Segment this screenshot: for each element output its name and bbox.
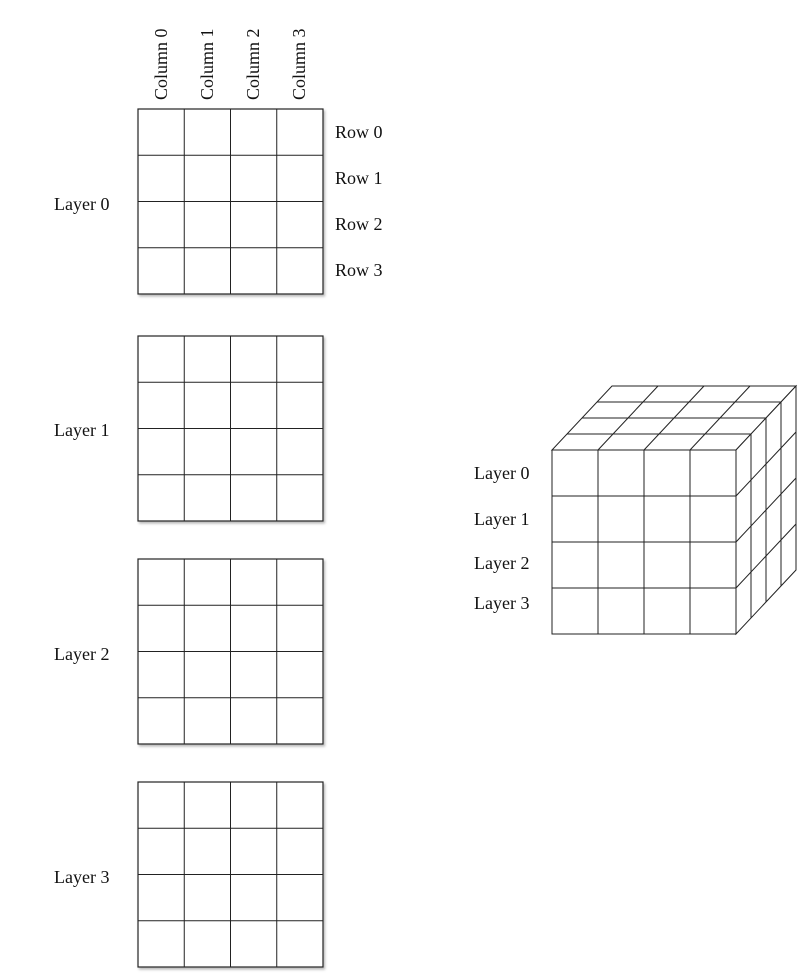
row-label-3: Row 3 <box>335 260 383 280</box>
column-label-1: Column 1 <box>197 28 217 100</box>
layer-grid-3 <box>138 782 323 967</box>
cube-3d <box>552 386 796 634</box>
layer-label-2: Layer 2 <box>54 644 110 664</box>
column-label-2: Column 2 <box>243 28 263 100</box>
layer-label-0: Layer 0 <box>54 194 110 214</box>
cube-layer-label-1: Layer 1 <box>474 509 530 529</box>
layer-grid-2 <box>138 559 323 744</box>
column-label-3: Column 3 <box>289 28 309 100</box>
row-label-0: Row 0 <box>335 122 383 142</box>
column-label-0: Column 0 <box>151 28 171 100</box>
layer-label-1: Layer 1 <box>54 420 110 440</box>
cube-layer-label-3: Layer 3 <box>474 593 530 613</box>
cube-front-face <box>552 450 736 634</box>
cube-layer-label-0: Layer 0 <box>474 463 530 483</box>
column-labels <box>151 28 309 100</box>
layer-labels <box>54 194 109 887</box>
row-label-1: Row 1 <box>335 168 383 188</box>
layer-grid-1 <box>138 336 323 521</box>
cube-layer-label-2: Layer 2 <box>474 553 530 573</box>
layer-grid-0 <box>138 109 323 294</box>
layer-label-3: Layer 3 <box>54 867 110 887</box>
cube-layer-labels <box>474 463 529 613</box>
row-label-2: Row 2 <box>335 214 383 234</box>
row-labels <box>335 122 383 280</box>
